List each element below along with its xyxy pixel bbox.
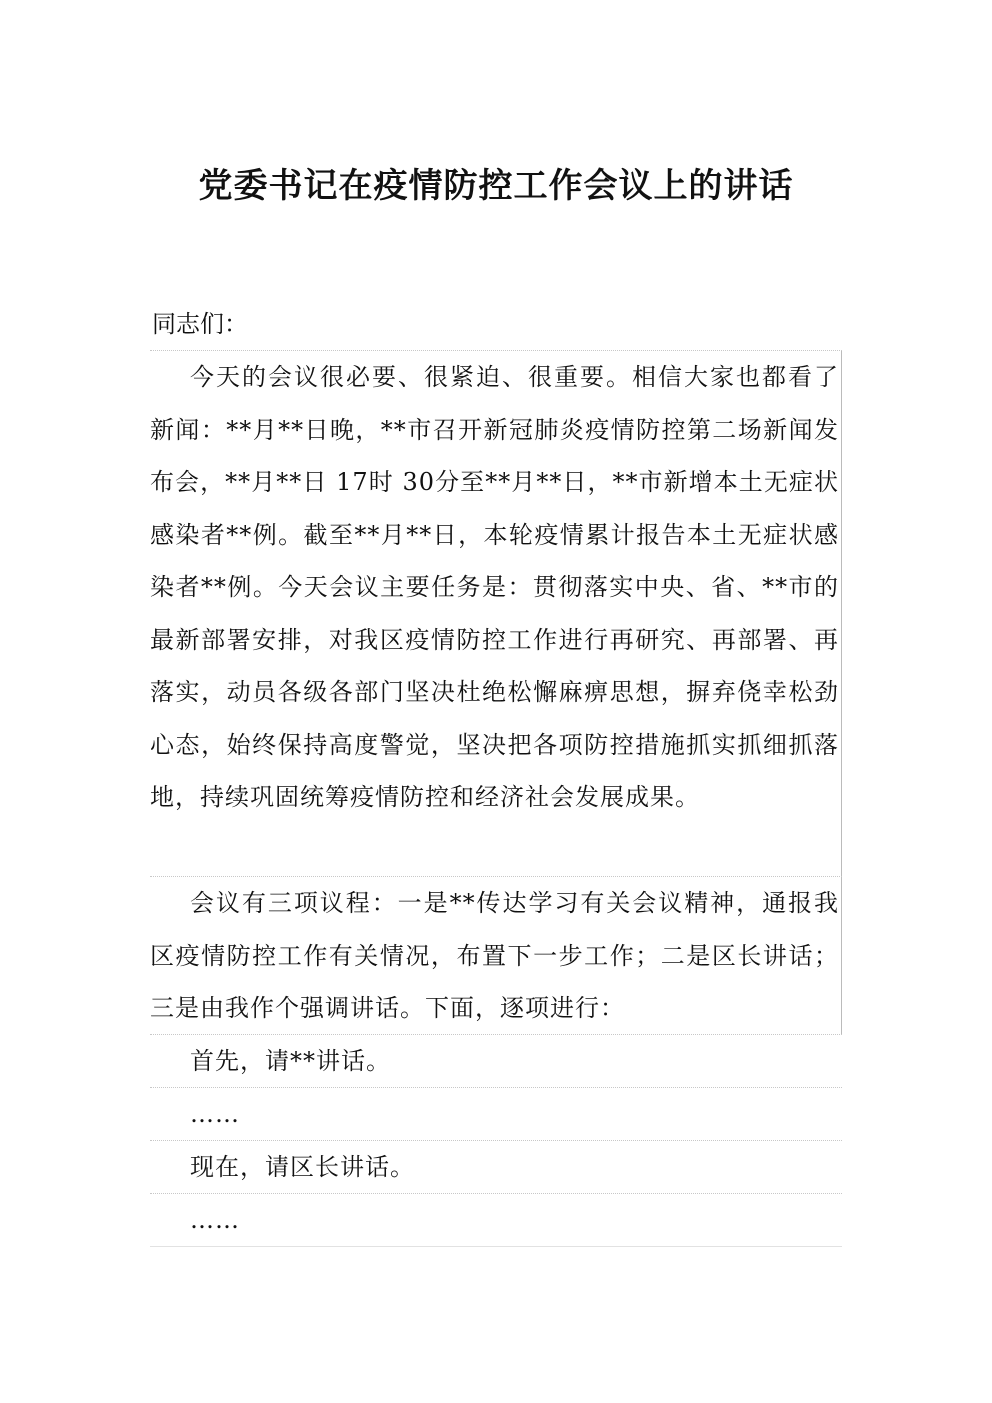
- paragraph-intro: 今天的会议很必要、很紧迫、很重要。相信大家也都看了新闻：**月**日晚，**市召开新冠肺炎疫情防控第二场新闻发布会，**月**日 17时 30分至**月**日，**市新增本土无症状感染者**例。截至**月**日，本轮疫情累计报告本土无症状感染者**例。今天会议主要任务是：贯彻落实中央、省、**市的最新部署安排，对我区疫情防控工作进行再研究、再部署、再落实，动员各级各部门坚决杜绝松懈麻痹思想，摒弃侥幸松劲心态，始终保持高度警觉，坚决把各项防控措施抓实抓细抓落地，持续巩固统筹疫情防控和经济社会发展成果。: [150, 351, 842, 876]
- salutation: 同志们：: [152, 310, 248, 338]
- agenda-ellipsis-1: ……: [190, 1100, 240, 1128]
- agenda-line-second: 现在，请区长讲话。: [190, 1153, 415, 1181]
- document-title: 党委书记在疫情防控工作会议上的讲话: [198, 166, 794, 206]
- document-body: [150, 350, 842, 1247]
- paragraph-agenda: 会议有三项议程：一是**传达学习有关会议精神，通报我区疫情防控工作有关情况，布置下一步工作；二是区长讲话；三是由我作个强调讲话。下面，逐项进行：: [150, 877, 842, 1034]
- agenda-line-first: 首先，请**讲话。: [190, 1047, 391, 1075]
- divider: [150, 1246, 842, 1247]
- agenda-ellipsis-2: ……: [190, 1206, 240, 1234]
